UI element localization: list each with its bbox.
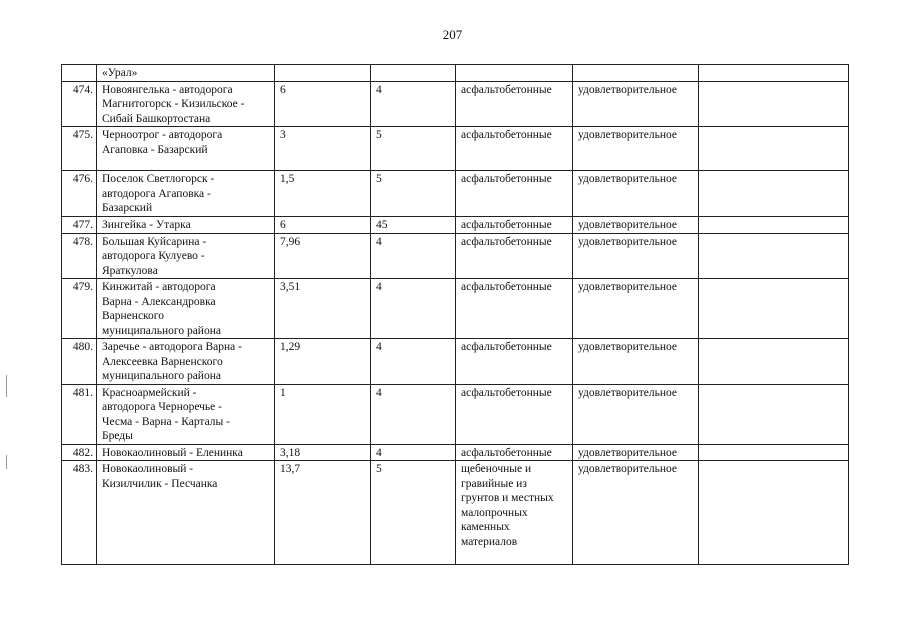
cell-surface xyxy=(456,65,573,82)
road-name-line: Заречье - автодорога Варна - xyxy=(102,341,242,353)
road-length: 1,29 xyxy=(280,341,301,353)
cell-surface xyxy=(456,384,573,444)
cell-road-name xyxy=(97,339,275,385)
row-number: 479. xyxy=(72,281,93,293)
cell-surface xyxy=(456,127,573,171)
road-category: 45 xyxy=(376,219,388,231)
cell-surface xyxy=(456,339,573,385)
cell-num xyxy=(62,171,97,217)
road-length: 3,18 xyxy=(280,446,301,459)
cell-category xyxy=(371,127,456,171)
road-condition: удовлетворительное xyxy=(578,235,678,248)
road-name-line: Кинжитай - автодорога xyxy=(102,281,216,293)
cell-road-name xyxy=(97,65,275,82)
cell-category xyxy=(371,65,456,82)
cell-length xyxy=(275,233,371,279)
road-name-line: муниципального района xyxy=(102,324,221,337)
cell-category xyxy=(371,444,456,461)
road-name-line: Новокаолиновый - xyxy=(102,463,194,475)
road-length: 1 xyxy=(280,386,286,399)
road-name-line: Бреды xyxy=(102,430,133,442)
surface-type-line: асфальтобетонные xyxy=(461,219,552,231)
road-category: 4 xyxy=(376,235,382,248)
cell-notes xyxy=(699,217,849,234)
cell-category xyxy=(371,461,456,565)
table-row xyxy=(62,461,849,565)
cell-condition xyxy=(573,233,699,279)
surface-type-line: асфальтобетонные xyxy=(461,446,552,459)
road-name-line: Черноотрог - автодорога xyxy=(102,129,223,141)
surface-type-line: каменных xyxy=(461,521,510,533)
cell-notes xyxy=(699,81,849,127)
surface-type-line: щебеночные и xyxy=(461,463,532,475)
cell-length xyxy=(275,339,371,385)
road-condition: удовлетворительное xyxy=(578,341,678,353)
road-name-line: Базарский xyxy=(102,202,153,214)
surface-type-line: малопрочных xyxy=(461,506,528,519)
roads-table xyxy=(61,64,849,565)
surface-type-line: асфальтобетонные xyxy=(461,173,552,185)
cell-notes xyxy=(699,444,849,461)
road-category: 4 xyxy=(376,341,382,353)
road-category: 4 xyxy=(376,83,382,96)
cell-road-name xyxy=(97,171,275,217)
road-name-line: Кизилчилик - Песчанка xyxy=(102,477,218,490)
cell-category xyxy=(371,279,456,339)
cell-num xyxy=(62,65,97,82)
cell-road-name xyxy=(97,444,275,461)
road-name-line: Поселок Светлогорск - xyxy=(102,173,215,185)
cell-length xyxy=(275,279,371,339)
road-condition: удовлетворительное xyxy=(578,281,678,293)
road-name-line: автодорога Агаповка - xyxy=(102,187,211,200)
cell-surface xyxy=(456,171,573,217)
cell-length xyxy=(275,81,371,127)
surface-type-line: асфальтобетонные xyxy=(461,281,552,293)
cell-road-name xyxy=(97,217,275,234)
cell-length xyxy=(275,65,371,82)
cell-notes xyxy=(699,65,849,82)
road-condition: удовлетворительное xyxy=(578,219,678,231)
cell-num xyxy=(62,81,97,127)
cell-surface xyxy=(456,81,573,127)
cell-condition xyxy=(573,81,699,127)
row-number: 478. xyxy=(72,235,93,248)
road-length: 7,96 xyxy=(280,235,301,248)
cell-category xyxy=(371,339,456,385)
road-category: 4 xyxy=(376,386,382,399)
road-name-line: Красноармейский - xyxy=(102,386,197,399)
table-row xyxy=(62,339,849,385)
road-condition: удовлетворительное xyxy=(578,446,678,459)
row-number: 477. xyxy=(72,219,93,231)
scan-margin-mark xyxy=(6,375,7,397)
table-row xyxy=(62,233,849,279)
road-name-line: Большая Куйсарина - xyxy=(102,235,207,248)
cell-category xyxy=(371,233,456,279)
cell-num xyxy=(62,217,97,234)
road-name-line: Новокаолиновый - Еленинка xyxy=(102,446,243,459)
cell-num xyxy=(62,233,97,279)
road-category: 5 xyxy=(376,463,382,475)
cell-notes xyxy=(699,127,849,171)
roads-table-body xyxy=(62,65,849,565)
cell-length xyxy=(275,461,371,565)
table-row-continuation xyxy=(62,65,849,82)
road-name-line: Варненского xyxy=(102,310,164,322)
row-number: 481. xyxy=(72,386,93,399)
road-length: 3,51 xyxy=(280,281,301,293)
cell-num xyxy=(62,461,97,565)
row-number: 480. xyxy=(72,341,93,353)
surface-type-line: гравийные из xyxy=(461,477,527,490)
table-row xyxy=(62,217,849,234)
road-name-line: «Урал» xyxy=(102,67,138,79)
cell-condition xyxy=(573,217,699,234)
cell-condition xyxy=(573,444,699,461)
cell-road-name xyxy=(97,127,275,171)
cell-notes xyxy=(699,233,849,279)
cell-surface xyxy=(456,444,573,461)
road-condition: удовлетворительное xyxy=(578,173,678,185)
cell-surface xyxy=(456,461,573,565)
road-length: 6 xyxy=(280,219,286,231)
cell-category xyxy=(371,217,456,234)
table-row xyxy=(62,127,849,171)
cell-length xyxy=(275,127,371,171)
road-condition: удовлетворительное xyxy=(578,463,678,475)
surface-type-line: асфальтобетонные xyxy=(461,129,552,141)
cell-num xyxy=(62,384,97,444)
table-row xyxy=(62,384,849,444)
road-name-line: Яраткулова xyxy=(102,264,158,277)
surface-type-line: асфальтобетонные xyxy=(461,235,552,248)
cell-num xyxy=(62,127,97,171)
road-length: 1,5 xyxy=(280,173,295,185)
road-category: 4 xyxy=(376,446,382,459)
cell-condition xyxy=(573,339,699,385)
road-name-line: Чесма - Варна - Карталы - xyxy=(102,415,230,428)
cell-condition xyxy=(573,171,699,217)
cell-condition xyxy=(573,127,699,171)
surface-type-line: материалов xyxy=(461,535,518,548)
table-row xyxy=(62,279,849,339)
cell-num xyxy=(62,279,97,339)
cell-condition xyxy=(573,65,699,82)
road-name-line: Сибай Башкортостана xyxy=(102,112,211,125)
cell-notes xyxy=(699,339,849,385)
cell-road-name xyxy=(97,81,275,127)
page-number: 207 xyxy=(442,27,463,42)
row-number: 474. xyxy=(72,83,93,96)
road-name-line: Агаповка - Базарский xyxy=(102,143,208,156)
road-length: 13,7 xyxy=(280,463,301,475)
road-category: 5 xyxy=(376,129,382,141)
cell-notes xyxy=(699,461,849,565)
cell-condition xyxy=(573,384,699,444)
surface-type-line: грунтов и местных xyxy=(461,492,554,504)
row-number: 483. xyxy=(72,463,93,475)
cell-surface xyxy=(456,217,573,234)
cell-num xyxy=(62,444,97,461)
road-name-line: Алексеевка Варненского xyxy=(102,355,223,368)
cell-length xyxy=(275,384,371,444)
cell-condition xyxy=(573,279,699,339)
cell-category xyxy=(371,171,456,217)
cell-length xyxy=(275,217,371,234)
cell-notes xyxy=(699,384,849,444)
surface-type-line: асфальтобетонные xyxy=(461,83,552,96)
cell-road-name xyxy=(97,384,275,444)
cell-notes xyxy=(699,279,849,339)
cell-condition xyxy=(573,461,699,565)
cell-surface xyxy=(456,233,573,279)
road-name-line: Зингейка - Утарка xyxy=(102,219,191,231)
road-name-line: Новоянгелька - автодорога xyxy=(102,83,233,96)
table-row xyxy=(62,444,849,461)
cell-notes xyxy=(699,171,849,217)
row-number: 475. xyxy=(72,129,93,141)
road-length: 6 xyxy=(280,83,286,96)
road-condition: удовлетворительное xyxy=(578,386,678,399)
cell-length xyxy=(275,171,371,217)
cell-road-name xyxy=(97,461,275,565)
road-name-line: Магнитогорск - Кизильское - xyxy=(102,98,245,110)
road-length: 3 xyxy=(280,129,286,141)
road-category: 5 xyxy=(376,173,382,185)
surface-type-line: асфальтобетонные xyxy=(461,386,552,399)
cell-num xyxy=(62,339,97,385)
cell-category xyxy=(371,384,456,444)
road-name-line: автодорога Кулуево - xyxy=(102,250,205,262)
road-condition: удовлетворительное xyxy=(578,129,678,141)
cell-road-name xyxy=(97,233,275,279)
cell-category xyxy=(371,81,456,127)
table-row xyxy=(62,171,849,217)
cell-length xyxy=(275,444,371,461)
row-number: 482. xyxy=(72,446,93,459)
road-condition: удовлетворительное xyxy=(578,83,678,96)
surface-type-line: асфальтобетонные xyxy=(461,341,552,353)
table-row xyxy=(62,81,849,127)
cell-surface xyxy=(456,279,573,339)
road-name-line: автодорога Черноречье - xyxy=(102,401,222,413)
scan-margin-mark xyxy=(6,455,7,469)
road-name-line: Варна - Александровка xyxy=(102,295,216,308)
cell-road-name xyxy=(97,279,275,339)
road-name-line: муниципального района xyxy=(102,370,221,382)
road-category: 4 xyxy=(376,281,382,293)
row-number: 476. xyxy=(72,173,93,185)
